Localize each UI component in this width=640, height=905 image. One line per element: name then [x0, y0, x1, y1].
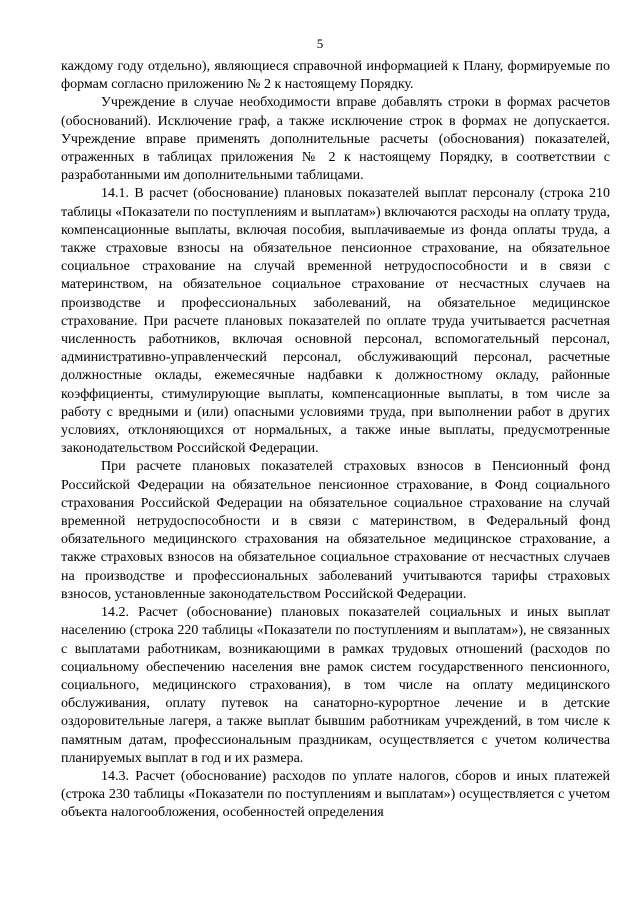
page-number: 5	[316, 36, 324, 51]
paragraph-insurance-contributions: При расчете плановых показателей страховых взносов в Пенсионный фонд Российской Федерации на обязательное пенсионное страхование, в Фонд социального страхования Российской Федерации на обязательное социальное страхование на случай временной нетрудоспособности и в связи с материнством, в Федеральный фонд обязательного медицинского страхования на обязательное медицинское страхование, а также страховых взносов на обязательное социальное страхование от несчастных случаев на производстве и профессиональных заболеваний учитываются тарифы страховых взносов, установленные законодательством Российской Федерации.	[61, 459, 610, 602]
paragraph-14-3: 14.3. Расчет (обоснование) расходов по уплате налогов, сборов и иных платежей (строка 230 таблицы «Показатели по поступлениям и выплатам») осуществляется с учетом объекта налогообложения, особенностей определения	[61, 768, 610, 821]
paragraph-continuation: каждому году отдельно), являющиеся справочной информацией к Плану, формируемые по формам согласно приложению № 2 к настоящему Порядку.	[61, 59, 610, 93]
paragraph-additional-rows: Учреждение в случае необходимости вправе добавлять строки в формах расчетов (обоснований). Исключение граф, а также исключение строк в формах не допускается. Учреждение вправе применять дополнительные расчеты (обоснования) показателей, отраженных в таблицах приложения № 2 к настоящему Порядку, в соответствии с разработанными им дополнительными таблицами.	[61, 95, 610, 184]
paragraph-14-1: 14.1. В расчет (обоснование) плановых показателей выплат персоналу (строка 210 таблицы «Показатели по поступлениям и выплатам») включаются расходы на оплату труда, компенсационные выплаты, включая пособия, выплачиваемые из фонда оплаты труда, а также страховые взносы на обязательное пенсионное страхование, на обязательное социальное страхование на случай временной нетрудоспособности и в связи с материнством, на обязательное социальное страхование от несчастных случаев на производстве и профессиональных заболеваний, на обязательное медицинское страхование. При расчете плановых показателей по оплате труда учитывается расчетная численность работников, включая основной персонал, вспомогательный персонал, административно-управленческий персонал, обслуживающий персонал, расчетные должностные оклады, ежемесячные надбавки к должностному окладу, районные коэффициенты, стимулирующие выплаты, компенсационные выплаты, в том числе за работу с вредными и (или) опасными условиями труда, при выполнении работ в других условиях, отклоняющихся от нормальных, а также иные выплаты, предусмотренные законодательством Российской Федерации.	[61, 186, 610, 457]
document-body	[61, 58, 610, 823]
paragraph-14-2: 14.2. Расчет (обоснование) плановых показателей социальных и иных выплат населению (строка 220 таблицы «Показатели по поступлениям и выплатам»), не связанных с выплатами работникам, возникающими в рамках трудовых отношений (расходов по социальному обеспечению населения вне рамок систем государственного пенсионного, социального, медицинского страхования), в том числе на оплату медицинского обслуживания, оплату путевок на санаторно-курортное лечение и в детские оздоровительные лагеря, а также выплат бывшим работникам учреждений, в том числе к памятным датам, профессиональным праздникам, осуществляется с учетом количества планируемых выплат в год и их размера.	[61, 605, 610, 766]
